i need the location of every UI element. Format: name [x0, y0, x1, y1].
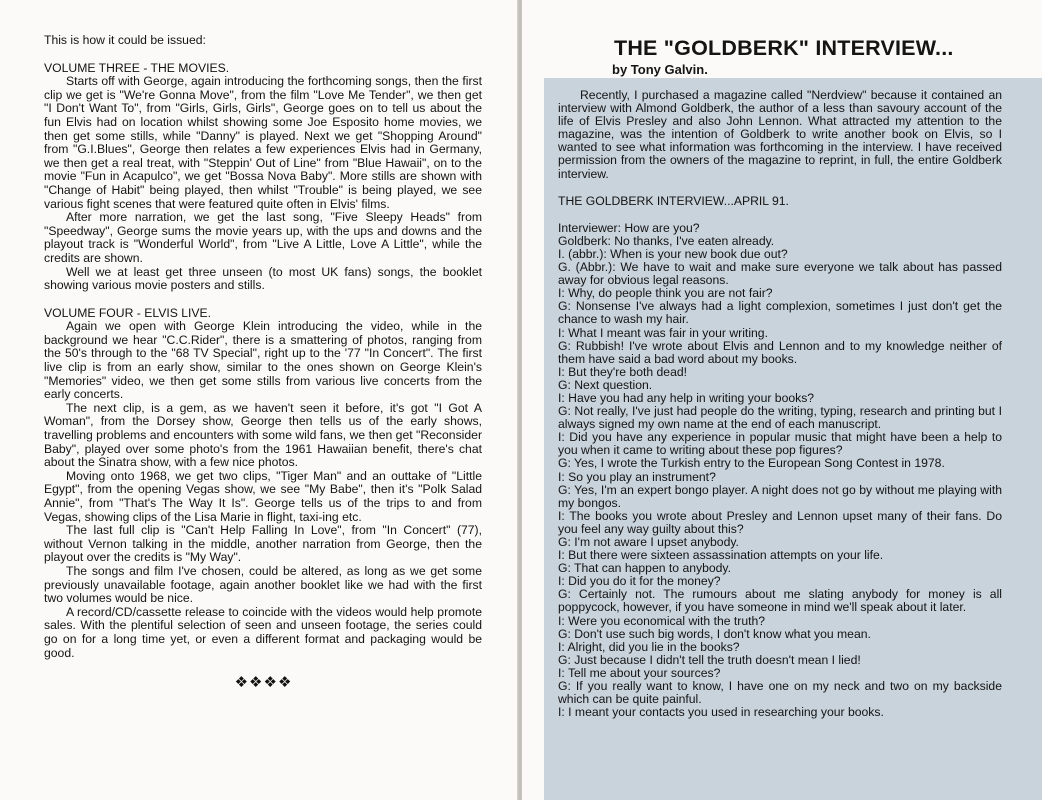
interview-line: I: Have you had any help in writing your books? — [558, 390, 815, 405]
interview-line: G: I'm not aware I upset anybody. — [558, 535, 739, 549]
volume-three-paragraph: Starts off with George, again introducing the forthcoming songs, then the first clip we get is "We're Gonna Move", from the film "Love Me Tender", we then get "I Don't Want To", from "Girls, Girls, Girls", George goes on to tell us about the fun Elvis had on location whilst showing some Joe Esposito home movies, we then get some stills, while "Danny" is played. Next we get "Shopping Around" from "G.I.Blues", George then relates a few experiences Elvis had in Germany, we then get a real treat, with "Steppin' Out of Line" from "Blue Hawaii", on to the movie "Fun in Acapulco", we get "Bossa Nova Baby". More stills are shown with "Change of Habit" being played, then whilst "Trouble" is being played, we see various fight scenes that were featured quite often in Elvis' films. — [44, 74, 482, 211]
interview-line: I: Did you have any experience in popular music that might have been a help to you when it came to writing about these pop figures? — [558, 430, 1002, 458]
right-page — [522, 0, 1042, 800]
diamond-ornament-icon: ❖ — [234, 673, 249, 692]
interview-line: G: Not really, I've just had people do the writing, typing, research and printing but I always signed my own name at the end of each manuscript. — [558, 404, 1002, 432]
interview-line: G: That can happen to anybody. — [558, 561, 732, 576]
volume-four-paragraph: The songs and film I've chosen, could be altered, as long as we get some previously unavailable footage, again another booklet like we had with the first two volumes would be nice. — [44, 563, 482, 606]
interview-line: G: Yes, I wrote the Turkish entry to the European Song Contest in 1978. — [558, 456, 945, 471]
diamond-ornament-icon: ❖ — [249, 673, 263, 692]
interview-line: G: Rubbish! I've wrote about Elvis and Lennon and to my knowledge neither of them have said a bad word about my books. — [558, 338, 1002, 366]
volume-four-paragraph: Again we open with George Klein introducing the video, while in the background we hear "C.C.Rider", there is a smattering of photos, ranging from the 50's through to the "68 TV Special", right up to the '77 "In Concert". The first live clip is from an early show, similar to the ones shown on George Klein's "Memories" video, we then get some stills from various live concerts from the early concerts. — [44, 319, 482, 402]
volume-four-heading: VOLUME FOUR - ELVIS LIVE. — [44, 305, 212, 320]
article-body — [558, 89, 1002, 719]
section-end-ornament — [44, 675, 482, 690]
interview-line: I: But they're both dead! — [558, 364, 688, 379]
intro-line: This is how it could be issued: — [44, 33, 206, 47]
volume-four-paragraph: Moving onto 1968, we get two clips, "Tiger Man" and an outtake of "Little Egypt", from the opening Vegas show, we see "My Babe", then it's "Polk Salad Annie", from "That's The Way It Is". George tells us of the trips to and from Vegas, showing clips of the Lisa Marie in flight, taxi-ing etc. — [44, 468, 482, 524]
interview-section-heading: THE GOLDBERK INTERVIEW...APRIL 91. — [558, 193, 789, 208]
interview-line: I. (abbr.): When is your new book due out? — [558, 246, 788, 261]
interview-line: G: Yes, I'm an expert bongo player. A night does not go by without me playing with my bongos. — [558, 482, 1002, 510]
interview-line: I: Alright, did you lie in the books? — [558, 639, 740, 654]
interview-line: I: So you play an instrument? — [558, 469, 716, 484]
interview-line: G: Just because I didn't tell the truth doesn't mean I lied! — [558, 652, 861, 667]
interview-line: I: Tell me about your sources? — [558, 665, 721, 680]
volume-four-paragraph: The next clip, is a gem, as we haven't seen it before, it's got "I Got A Woman", from the Dorsey show, George then tells us of the early shows, travelling problems and encounters with some wild fans, we then get "Reconsider Baby", played over some photo's from the 1961 Hawaiian benefit, there's chat about the Sinatra show, with a few nice photos. — [44, 400, 482, 470]
interview-line: G: Don't use such big words, I don't know what you mean. — [558, 626, 871, 641]
left-page — [0, 0, 518, 800]
volume-three-paragraph: Well we at least get three unseen (to most UK fans) songs, the booklet showing various movie posters and stills. — [44, 264, 482, 293]
volume-three-paragraph: After more narration, we get the last song, "Five Sleepy Heads" from "Speedway", George sums the movie years up, with the ups and downs and the playout track is "Wonderful World", from "Live A Little, Love A Little", while the credits are shown. — [44, 210, 482, 265]
volume-four-paragraph: The last full clip is "Can't Help Falling In Love", from "In Concert" (77), without Vernon talking in the middle, another narration from George, then the playout over the credits is "My Way". — [44, 523, 482, 565]
interview-line: G: Certainly not. The rumours about me slating anybody for money is all poppycock, however, if you have someone in mind we'll speak about it later. — [558, 587, 1002, 615]
article-intro-paragraph: Recently, I purchased a magazine called "Nerdview" because it contained an interview with Almond Goldberk, the author of a less than savoury account of the life of Elvis Presley and also John Lennon. What attracted my attention to the magazine, was the intention of Goldberk to write another book on Elvis, so I wanted to see what information was forthcoming in the interview. I have received permission from the owners of the magazine to reprint, in full, the entire Goldberk interview. — [558, 88, 1002, 181]
interview-line: I: Were you economical with the truth? — [558, 613, 766, 628]
volume-four-paragraph: A record/CD/cassette release to coincide with the videos would help promote sales. With the plentiful selection of seen and unseen footage, the series could go on for a long time yet, or even a different format and packaging would be good. — [44, 604, 482, 660]
interview-line: G: Next question. — [558, 377, 653, 392]
diamond-ornament-icon: ❖ — [277, 673, 292, 692]
article-byline: by Tony Galvin. — [612, 62, 708, 77]
diamond-ornament-icon: ❖ — [263, 673, 277, 692]
article-title: THE "GOLDBERK" INTERVIEW... — [614, 36, 954, 60]
interview-line: G. (Abbr.): We have to wait and make sure everyone we talk about has passed away for obvious legal reasons. — [558, 260, 1002, 288]
interview-line: Goldberk: No thanks, I've eaten already. — [558, 233, 775, 248]
interview-line: I: I meant your contacts you used in researching your books. — [558, 705, 884, 720]
interview-line: I: Did you do it for the money? — [558, 574, 721, 589]
interview-line: I: But there were sixteen assassination attempts on your life. — [558, 548, 884, 563]
interview-line: G: If you really want to know, I have one on my neck and two on my backside which can be quite painful. — [558, 679, 1002, 707]
interview-dialogue — [558, 222, 1002, 720]
interview-line: G: Nonsense I've always had a light complexion, sometimes I just don't get the chance to wash my hair. — [558, 299, 1002, 327]
interview-line: I: What I meant was fair in your writing. — [558, 325, 768, 340]
volume-three-heading: VOLUME THREE - THE MOVIES. — [44, 60, 230, 75]
left-column — [44, 34, 482, 690]
interview-line: I: The books you wrote about Presley and Lennon upset many of their fans. Do you feel any way guilty about this? — [558, 508, 1002, 536]
interview-line: Interviewer: How are you? — [558, 220, 700, 235]
interview-line: I: Why, do people think you are not fair? — [558, 286, 773, 301]
